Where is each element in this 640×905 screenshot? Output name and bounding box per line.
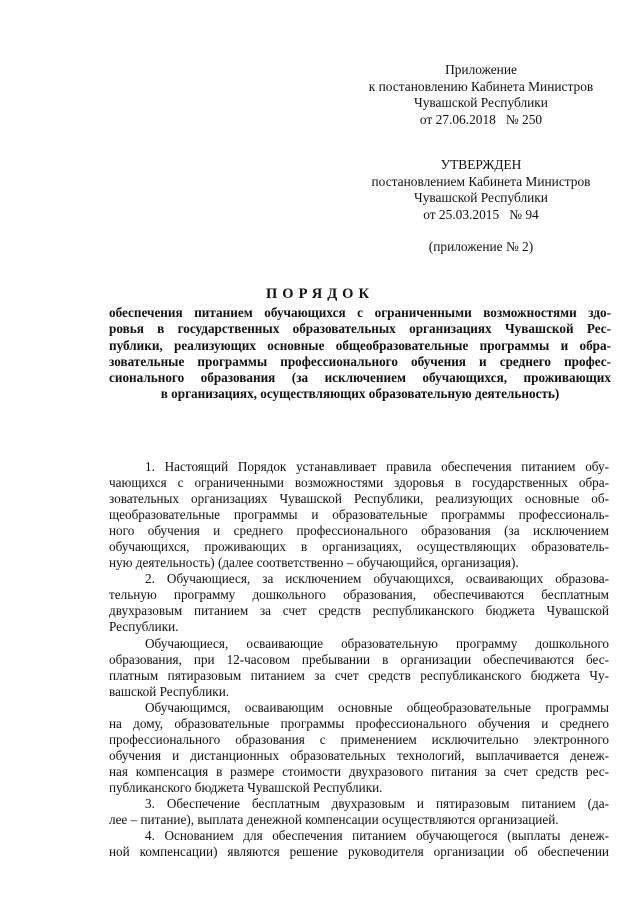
paragraph-1-line: ную деятельность) (далее соответственно – обучающийся, организация). xyxy=(109,555,519,571)
paragraph-2b-line: вашской Республики. xyxy=(109,683,230,699)
paragraph-2c-line: публиканского бюджета Чувашской Республики. xyxy=(109,779,383,795)
subtitle-line: обеспечения питанием обучающихся с ограниченными возможностями здо- xyxy=(109,305,611,320)
paragraph-4-line: 4. Основанием для обеспечения питанием обучающегося (выплаты денеж- xyxy=(145,828,609,844)
paragraph-3-line: лее – питание), выплата денежной компенсации осуществляются организацией. xyxy=(109,812,559,828)
approved-republic: Чувашской Республики xyxy=(414,190,548,205)
paragraph-1-line: зовательных организациях Чувашской Республики, реализующих основные об- xyxy=(109,491,609,507)
document-title: ПОРЯДОК xyxy=(266,286,374,302)
approved-block xyxy=(356,157,606,256)
approved-label: УТВЕРЖДЕН xyxy=(440,157,522,172)
approved-annex-ref: (приложение № 2) xyxy=(428,239,534,254)
paragraph-4-line: ной компенсации) являются решение руководителя организации об обеспечении xyxy=(109,844,609,860)
appendix-label: Приложение xyxy=(445,62,517,77)
paragraph-1-line: 1. Настоящий Порядок устанавливает правила обеспечения питанием обу- xyxy=(145,459,609,474)
appendix-republic: Чувашской Республики xyxy=(414,95,548,110)
paragraph-2c-line: Обучающимся, осваивающим основные общеобразовательные программы xyxy=(145,699,609,715)
appendix-issuer: к постановлению Кабинета Министров xyxy=(368,78,594,94)
paragraph-2-line: 2. Обучающиеся, за исключением обучающихся, осваивающих образова- xyxy=(145,571,609,587)
paragraph-2c-line: обучения и дистанционных образовательных технологий, выплачивается денеж- xyxy=(109,747,609,763)
document-body xyxy=(109,459,609,860)
appendix-date-number: от 27.06.2018 № 250 xyxy=(419,111,543,127)
paragraph-2-line: тельную программу дошкольного образования, обеспечиваются бесплатным xyxy=(109,587,609,603)
subtitle-line: ровья в государственных образовательных организациях Чувашской Рес- xyxy=(109,321,611,337)
paragraph-2c-line: ная компенсация в размере стоимости двухразового питания за счет средств рес- xyxy=(109,763,609,779)
appendix-block xyxy=(356,62,606,128)
paragraph-3-line: 3. Обеспечение бесплатным двухразовым и пятиразовым питанием (да- xyxy=(145,795,609,811)
subtitle-line: публики, реализующих основные общеобразовательные программы и обра- xyxy=(109,337,611,353)
paragraph-2-line: двухразовым питанием за счет средств республиканского бюджета Чувашской xyxy=(109,603,609,619)
paragraph-2-line: Республики. xyxy=(109,619,179,635)
subtitle-line: зовательные программы профессионального обучения и среднего профес- xyxy=(109,353,611,369)
subtitle-line: в организациях, осуществляющих образовательную деятельность) xyxy=(160,386,560,402)
paragraph-1-line: обучающихся, проживающих в организациях, осуществляющих образователь- xyxy=(109,539,609,555)
document-subtitle xyxy=(109,305,611,403)
paragraph-2b-line: Обучающиеся, осваивающие образовательную программу дошкольного xyxy=(145,635,609,651)
paragraph-1-line: щеобразовательные программы и образовательные программы профессиональ- xyxy=(109,507,609,523)
approved-date-number: от 25.03.2015 № 94 xyxy=(423,206,539,222)
paragraph-2b-line: платным пятиразовым питанием за счет средств республиканского бюджета Чу- xyxy=(109,667,609,683)
subtitle-line: сионального образования (за исключением обучающихся, проживающих xyxy=(109,370,611,386)
paragraph-2c-line: профессионального образования с применением исключительно электронного xyxy=(109,731,609,747)
paragraph-1-line: ного обучения и среднего профессионального образования (за исключением xyxy=(109,523,609,539)
paragraph-2c-line: на дому, образовательные программы профессионального обучения и среднего xyxy=(109,715,609,731)
paragraph-2b-line: образования, при 12-часовом пребывании в организации обеспечиваются бес- xyxy=(109,651,609,667)
paragraph-1-line: чающихся с ограниченными возможностями здоровья в государственных обра- xyxy=(109,475,609,491)
approved-issuer: постановлением Кабинета Министров xyxy=(371,173,591,189)
